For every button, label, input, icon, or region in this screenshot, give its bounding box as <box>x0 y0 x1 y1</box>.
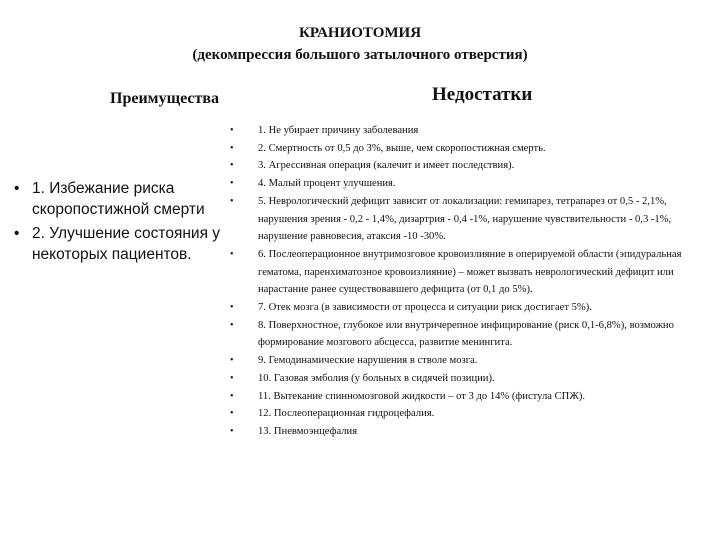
disadvantages-list <box>230 122 690 441</box>
disadvantage-item: • 10. Газовая эмболия (у больных в сидячей позиции). <box>230 370 690 388</box>
disadvantage-item: • 5. Неврологический дефицит зависит от локализации: гемипарез, тетрапарез от 0,5 - 2,1%, нарушения зрения - 0,2 - 1,4%, дизартрия - 0,4 -1%, нарушение чувствительности - 0,3 -1%, нарушение равновесия, атаксия -10 -30%. <box>230 193 690 246</box>
disadvantage-item: • 13. Пневмоэнцефалия <box>230 423 690 441</box>
disadvantage-item: • 11. Вытекание спинномозговой жидкости – от 3 до 14% (фистула СПЖ). <box>230 388 690 406</box>
disadvantage-item: • 3. Агрессивная операция (калечит и имеет последствия). <box>230 157 690 175</box>
disadvantages-heading: Недостатки <box>432 84 533 105</box>
disadvantage-item: • 12. Послеоперационная гидроцефалия. <box>230 405 690 423</box>
disadvantage-item: • 8. Поверхностное, глубокое или внутричерепное инфицирование (риск 0,1-6,8%), возможно формирование мозгового абсцесса, развитие менингита. <box>230 317 690 352</box>
disadvantage-item: • 9. Гемодинамические нарушения в стволе мозга. <box>230 352 690 370</box>
advantages-heading: Преимущества <box>110 90 219 107</box>
disadvantage-item: • 4. Малый процент улучшения. <box>230 175 690 193</box>
advantage-item: • 1. Избежание риска скоропостижной смерти <box>14 178 226 220</box>
advantage-item: • 2. Улучшение состояния у некоторых пациентов. <box>14 223 226 265</box>
disadvantage-item: • 7. Отек мозга (в зависимости от процесса и ситуации риск достигает 5%). <box>230 299 690 317</box>
title-line-1: КРАНИОТОМИЯ <box>298 25 422 41</box>
title-line-2: (декомпрессия большого затылочного отверстия) <box>192 47 528 63</box>
disadvantage-item: • 1. Не убирает причину заболевания <box>230 122 690 140</box>
disadvantage-item: • 2. Смертность от 0,5 до 3%, выше, чем скоропостижная смерть. <box>230 140 690 158</box>
slide-title <box>0 22 720 66</box>
disadvantage-item: • 6. Послеоперационное внутримозговое кровоизлияние в оперируемой области (эпидуральная гематома, паренхиматозное кровоизлияние) – может вызвать неврологический дефицит или нарастание ранее существовавшего дефицита (от 0,1 до 5%). <box>230 246 690 299</box>
advantages-list <box>14 178 226 268</box>
